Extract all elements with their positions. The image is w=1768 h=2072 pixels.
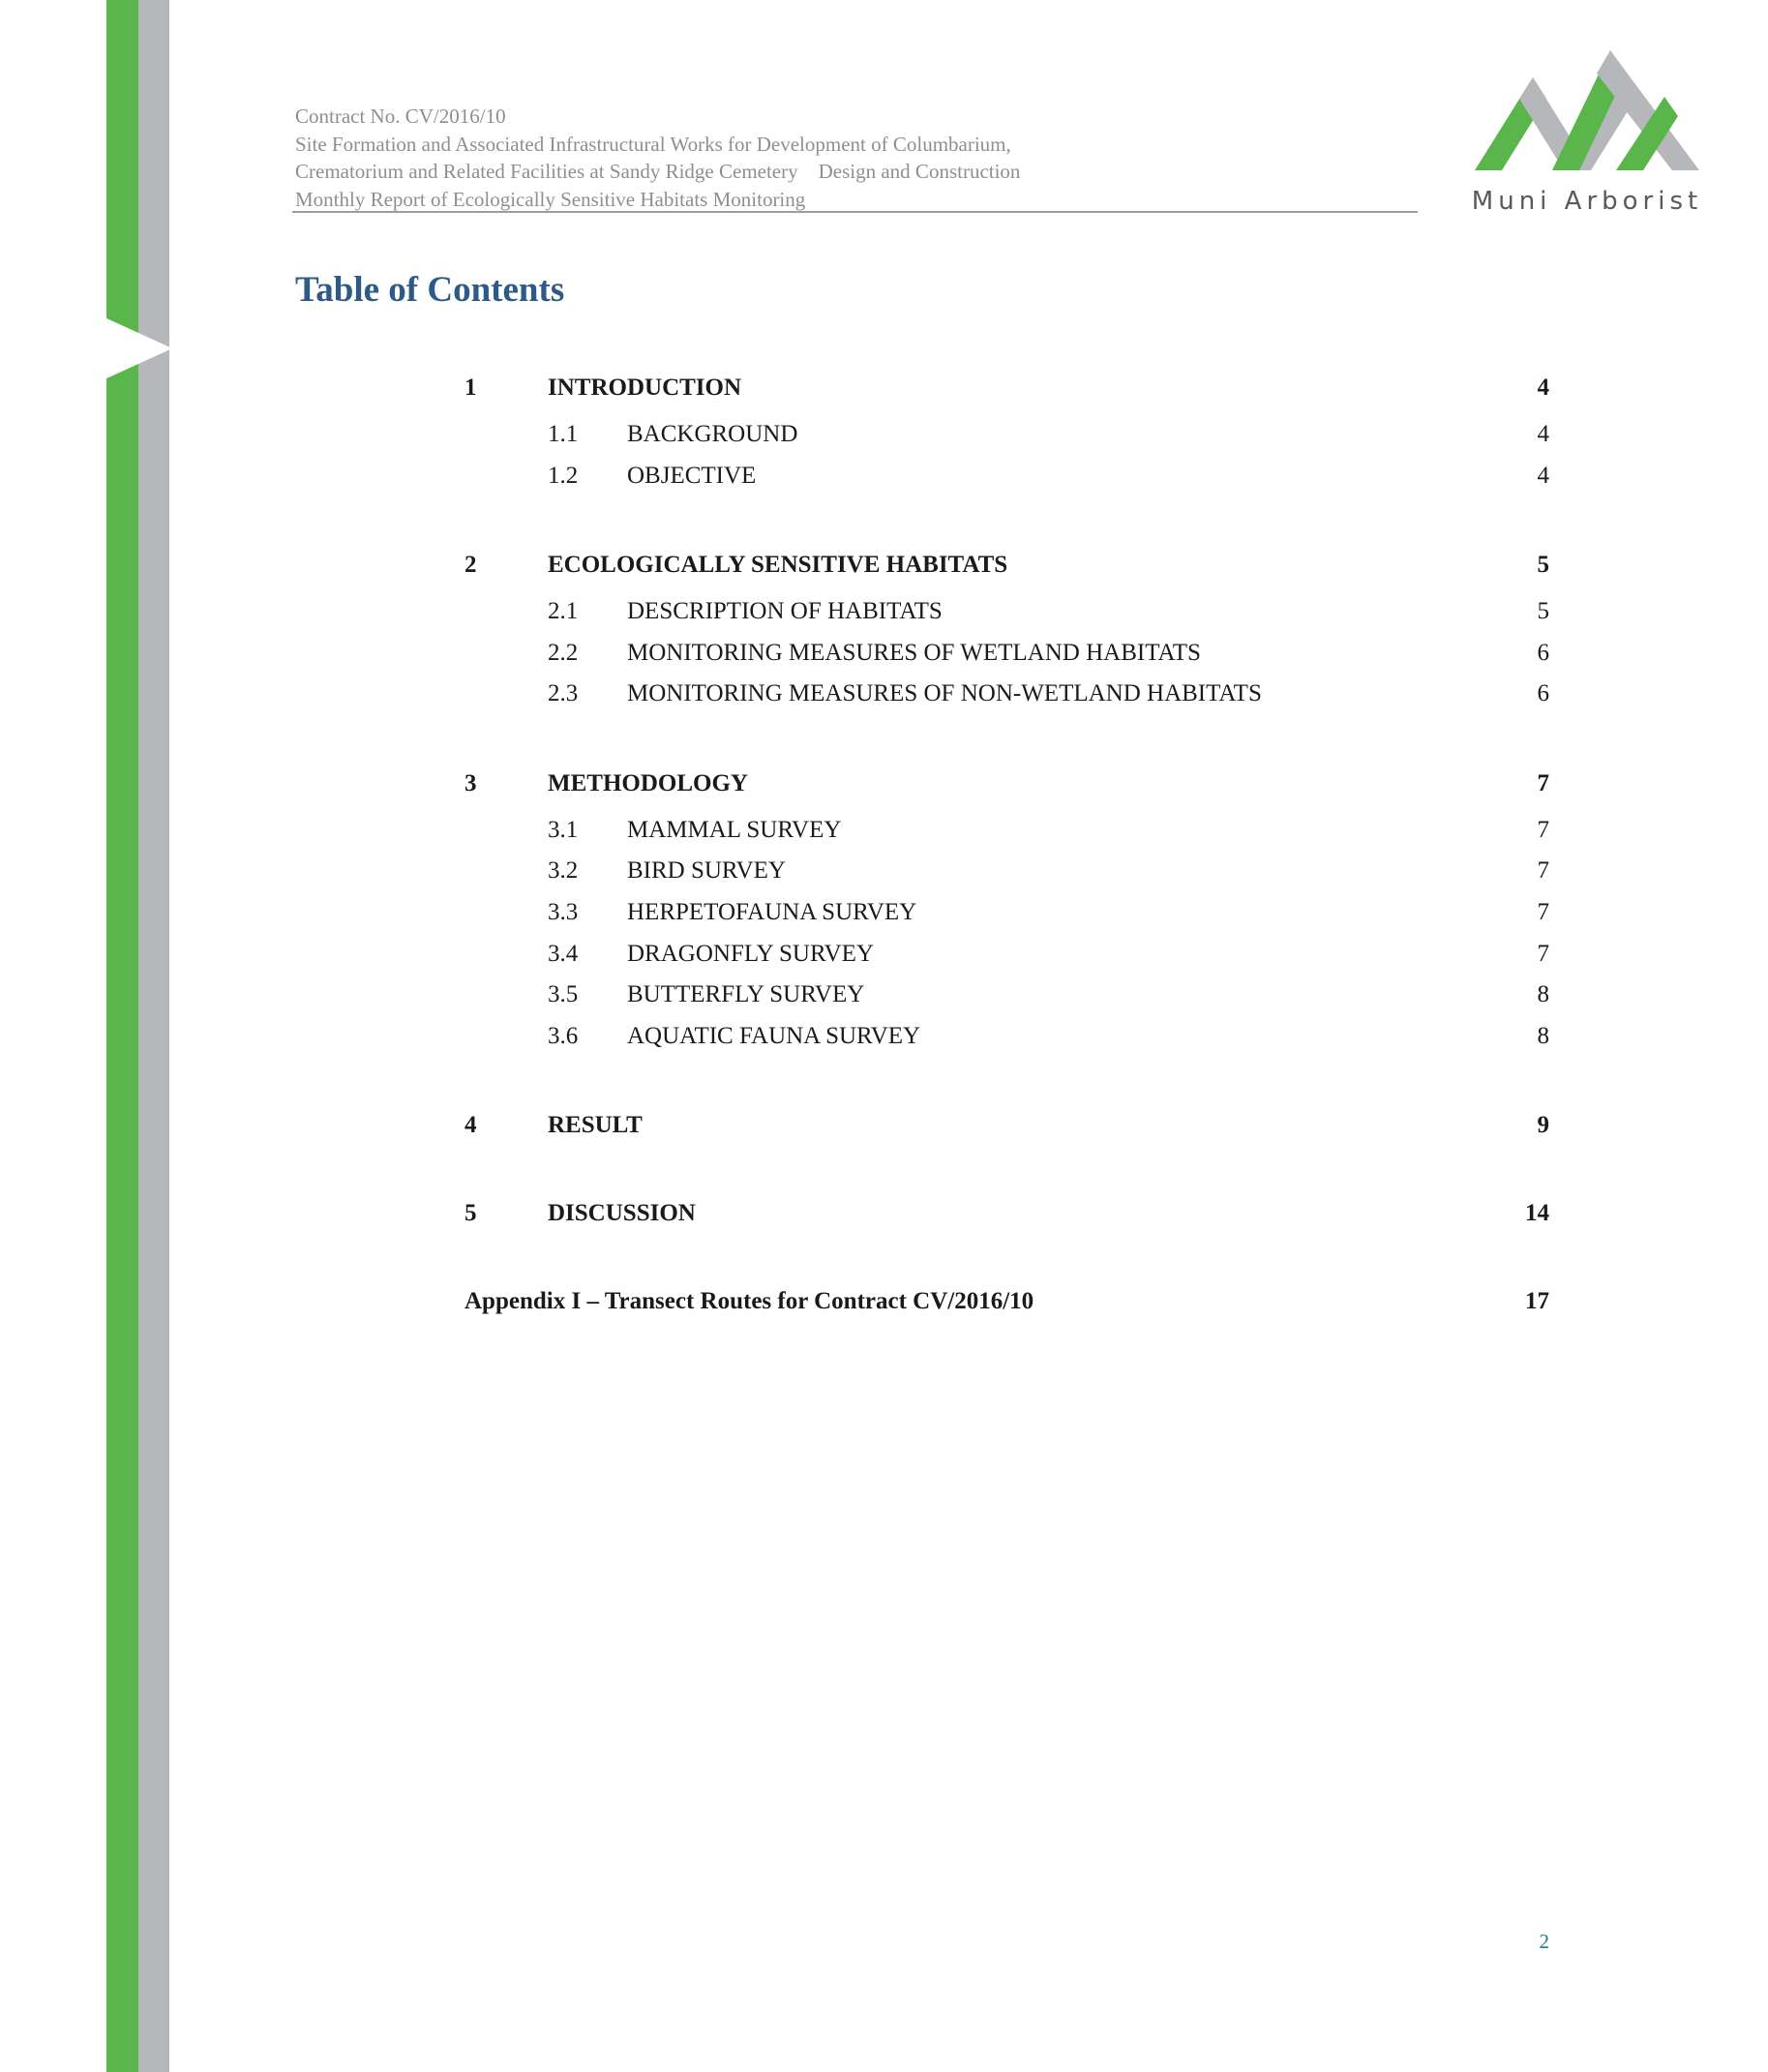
toc-entry-number: 4 [464,1112,477,1138]
toc-entry[interactable] [0,552,1768,586]
toc-entry-label: METHODOLOGY [548,770,748,796]
toc-entry-page: 6 [1537,640,1549,666]
toc-entry-number: 3.4 [548,941,579,967]
toc-entry-page: 14 [1525,1200,1549,1226]
toc-entry-page: 7 [1537,857,1549,884]
toc-entry[interactable] [0,981,1768,1016]
toc-entry-label: MAMMAL SURVEY [627,817,842,843]
toc-appendix-entry[interactable] [0,1288,1768,1323]
toc-entry[interactable] [0,463,1768,497]
toc-entry-label: BACKGROUND [627,421,798,447]
toc-entry[interactable] [0,1200,1768,1235]
toc-entry-page: 4 [1537,463,1549,489]
header-project-line-1: Site Formation and Associated Infrastructural Works for Development of Columbarium, [295,132,1011,156]
toc-entry-number: 2.3 [548,680,579,706]
toc-appendix-label: Appendix I – Transect Routes for Contract CV/2016/10 [464,1288,1034,1314]
header-report-title: Monthly Report of Ecologically Sensitive Habitats Monitoring [295,187,806,211]
toc-entry-label: DISCUSSION [548,1200,696,1226]
toc-appendix-page: 17 [1525,1288,1549,1314]
toc-entry-page: 4 [1537,375,1549,401]
toc-entry-page: 7 [1537,770,1549,796]
toc-entry-number: 3.5 [548,981,579,1007]
toc-entry-label: DRAGONFLY SURVEY [627,941,875,967]
toc-entry[interactable] [0,1023,1768,1058]
toc-entry[interactable] [0,941,1768,976]
toc-entry[interactable] [0,680,1768,715]
toc-entry-label: INTRODUCTION [548,375,742,401]
toc-entry-page: 5 [1537,598,1549,624]
page-number: 2 [1539,1930,1549,1953]
logo-wordmark: Muni Arborist [1471,187,1703,216]
toc-entry-number: 2.1 [548,598,579,624]
toc-entry-number: 3.3 [548,899,579,925]
toc-entry[interactable] [0,817,1768,852]
toc-entry-label: AQUATIC FAUNA SURVEY [627,1023,921,1049]
toc-entry-number: 3 [464,770,477,796]
toc-entry-number: 3.6 [548,1023,579,1049]
toc-entry-label: DESCRIPTION OF HABITATS [627,598,943,624]
toc-entry-label: HERPETOFAUNA SURVEY [627,899,917,925]
toc-entry-number: 1.1 [548,421,579,447]
toc-entry[interactable] [0,375,1768,409]
toc-entry-label: RESULT [548,1112,643,1138]
toc-entry-label: BIRD SURVEY [627,857,786,884]
toc-entry[interactable] [0,598,1768,633]
toc-entry[interactable] [0,899,1768,934]
toc-entry-page: 4 [1537,421,1549,447]
toc-entry-number: 1 [464,375,477,401]
toc-entry-page: 7 [1537,941,1549,967]
toc-entry[interactable] [0,640,1768,675]
toc-entry-page: 6 [1537,680,1549,706]
toc-entry-label: OBJECTIVE [627,463,757,489]
toc-entry-page: 7 [1537,817,1549,843]
toc-entry-label: ECOLOGICALLY SENSITIVE HABITATS [548,552,1008,578]
toc-title: Table of Contents [295,270,565,310]
toc-entry[interactable] [0,1112,1768,1147]
toc-entry-page: 8 [1537,981,1549,1007]
toc-entry-page: 7 [1537,899,1549,925]
toc-entry-number: 2 [464,552,477,578]
header-contract-no: Contract No. CV/2016/10 [295,105,506,128]
toc-entry-page: 8 [1537,1023,1549,1049]
toc-entry-number: 3.1 [548,817,579,843]
toc-entry-label: MONITORING MEASURES OF WETLAND HABITATS [627,640,1201,666]
toc-entry[interactable] [0,857,1768,892]
toc-entry-number: 1.2 [548,463,579,489]
toc-entry-number: 5 [464,1200,477,1226]
toc-entry-page: 9 [1537,1112,1549,1138]
toc-entry-label: MONITORING MEASURES OF NON-WETLAND HABITATS [627,680,1262,706]
toc-entry-page: 5 [1537,552,1549,578]
toc-entry-number: 3.2 [548,857,579,884]
header-project-line-2: Crematorium and Related Facilities at Sandy Ridge Cemetery Design and Construction [295,160,1021,183]
toc-entry[interactable] [0,421,1768,456]
toc-entry-label: BUTTERFLY SURVEY [627,981,865,1007]
toc-entry-number: 2.2 [548,640,579,666]
toc-entry[interactable] [0,770,1768,805]
